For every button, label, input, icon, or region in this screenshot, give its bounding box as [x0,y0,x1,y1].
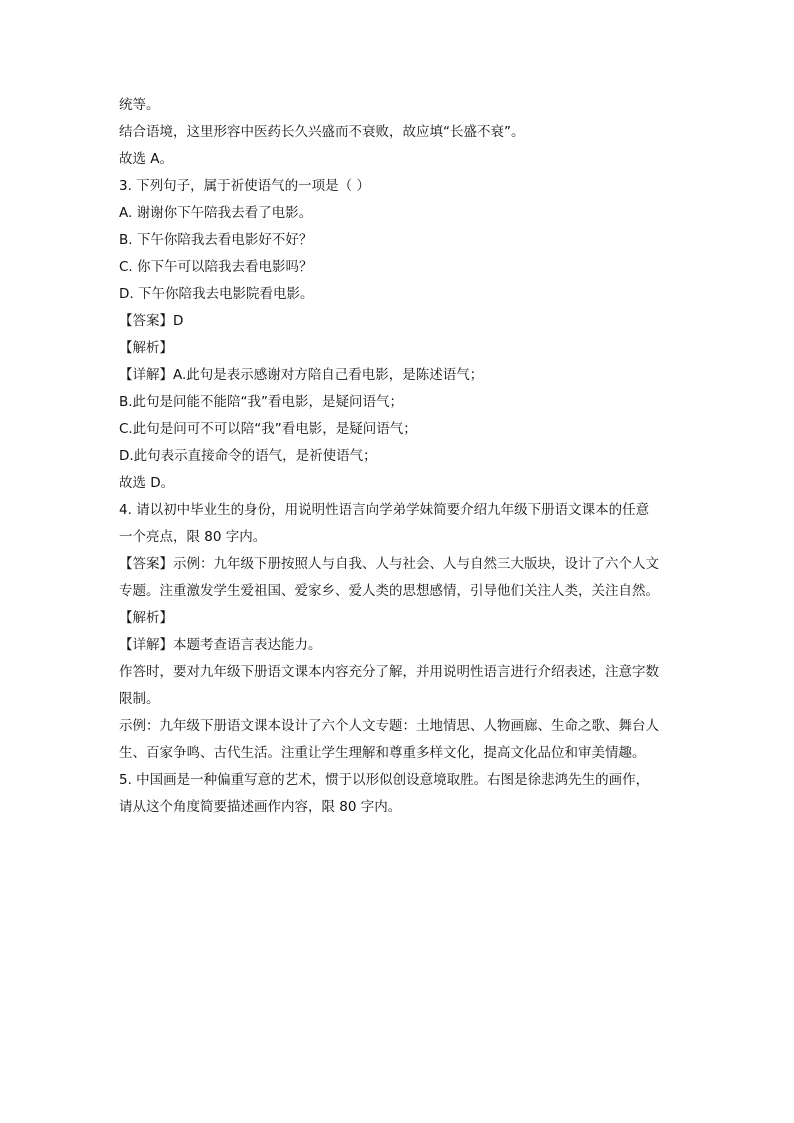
text-line: 【解析】 [119,340,173,356]
question-3-detail-b [119,389,679,416]
question-4-example-line-2 [119,740,679,767]
question-4-example-line-1 [119,713,679,740]
question-3-detail-d [119,443,679,470]
text-line: 3. 下列句子，属于祈使语气的一项是（ ） [119,178,370,194]
text-line-choice [119,146,679,173]
question-3-option-a [119,200,679,227]
text-line: 限制。 [119,691,160,707]
question-4-answer-line-1 [119,551,679,578]
question-3-analysis-heading [119,335,679,362]
question-4-guidance-line-1 [119,659,679,686]
text-line-explanation [119,119,679,146]
question-5-stem-line-2 [119,794,679,821]
question-3-detail-a [119,362,679,389]
text-line: 5. 中国画是一种偏重写意的艺术，惯于以形似创设意境取胜。右图是徐悲鸿先生的画作， [119,772,650,788]
text-line: 【详解】本题考查语言表达能力。 [119,637,322,653]
text-line: 故选 D。 [119,475,175,491]
question-4-stem-line-1 [119,497,679,524]
question-3-option-b [119,227,679,254]
text-line: 作答时，要对九年级下册语文课本内容充分了解，并用说明性语言进行介绍表述，注意字数 [119,664,659,680]
text-line-continuation [119,92,679,119]
text-line: C.此句是问可不可以陪“我”看电影，是疑问语气； [119,421,417,437]
text-line: 【答案】示例：九年级下册按照人与自我、人与社会、人与自然三大版块，设计了六个人文 [119,556,659,572]
question-3-option-c [119,254,679,281]
question-3-choice [119,470,679,497]
question-3-stem [119,173,679,200]
question-3-option-d [119,281,679,308]
text-line: D.此句表示直接命令的语气，是祈使语气； [119,448,377,464]
question-3-answer [119,308,679,335]
question-4-guidance-line-2 [119,686,679,713]
text-line: 【答案】D [119,313,184,329]
question-4-stem-line-2 [119,524,679,551]
question-4-analysis-heading [119,605,679,632]
text-line: 【详解】A.此句是表示感谢对方陪自己看电影，是陈述语气； [119,367,484,383]
text-line: 请从这个角度简要描述画作内容，限 80 字内。 [119,799,402,815]
text-line: C. 你下午可以陪我去看电影吗？ [119,259,313,275]
text-line: B. 下午你陪我去看电影好不好？ [119,232,313,248]
question-5-stem-line-1 [119,767,679,794]
text-line: D. 下午你陪我去电影院看电影。 [119,286,314,302]
text-line: A. 谢谢你下午陪我去看了电影。 [119,205,313,221]
question-3-detail-c [119,416,679,443]
text-line: 故选 A。 [119,151,174,167]
question-4-detail [119,632,679,659]
text-line: 4. 请以初中毕业生的身份，用说明性语言向学弟学妹简要介绍九年级下册语文课本的任意 [119,502,650,518]
text-line: 【解析】 [119,610,173,626]
text-line: 生、百家争鸣、古代生活。注重让学生理解和尊重多样文化，提高文化品位和审美情趣。 [119,745,646,761]
text-line: 一个亮点，限 80 字内。 [119,529,267,545]
text-line: 结合语境，这里形容中医药长久兴盛而不衰败，故应填“长盛不衰”。 [119,124,525,140]
text-line: B.此句是问能不能陪“我”看电影，是疑问语气； [119,394,404,410]
text-line: 专题。注重激发学生爱祖国、爱家乡、爱人类的思想感情，引导他们关注人类，关注自然。 [119,583,659,599]
question-4-answer-line-2 [119,578,679,605]
text-line: 示例：九年级下册语文课本设计了六个人文专题：土地情思、人物画廊、生命之歌、舞台人 [119,718,659,734]
text-line: 统等。 [119,97,160,113]
document-body [119,92,679,821]
